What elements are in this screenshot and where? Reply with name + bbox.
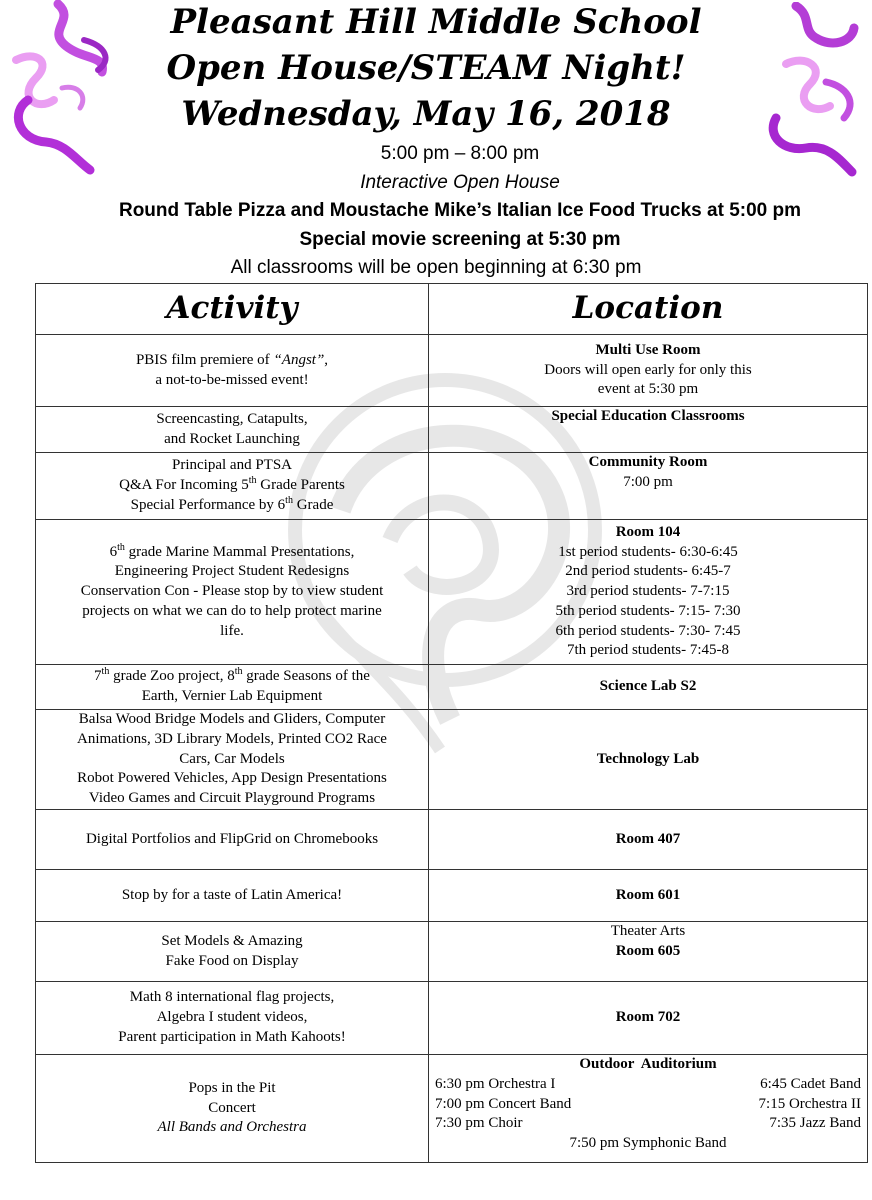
band-schedule-line: 6:30 pm Orchestra I 6:45 Cadet Band (435, 1075, 861, 1092)
table-row (36, 453, 868, 520)
activity-cell: PBIS film premiere of “Angst”, a not-to-be-missed event! (36, 335, 429, 407)
location-cell: Science Lab S2 (429, 665, 868, 710)
band-schedule-line: 7:00 pm Concert Band 7:15 Orchestra II (435, 1095, 861, 1112)
activity-cell: Balsa Wood Bridge Models and Gliders, Computer Animations, 3D Library Models, Printed CO2 Race Cars, Car Models Robot Powered Vehicles, App Design Presentations Video Games and Circuit Playground Programs (36, 710, 429, 810)
event-date: Wednesday, May 16, 2018 (181, 94, 671, 134)
table-row (36, 335, 868, 407)
activity-schedule-table (35, 283, 868, 1163)
activity-cell: 7th grade Zoo project, 8th grade Seasons of the Earth, Vernier Lab Equipment (36, 665, 429, 710)
location-cell: Room 104 1st period students- 6:30-6:45 2nd period students- 6:45-7 3rd period students- 7-7:15 5th period students- 7:15- 7:30 6th period students- 7:30- 7:45 7th period students- 7:45-8 (429, 520, 868, 665)
activity-header: Activity (36, 284, 429, 335)
food-trucks-note: Round Table Pizza and Moustache Mike’s Italian Ice Food Trucks at 5:00 pm (118, 200, 802, 221)
activity-cell: 6th grade Marine Mammal Presentations, Engineering Project Student Redesigns Conservation Con - Please stop by to view student projects on what we can do to help protect marine life. (36, 520, 429, 665)
movie-note: Special movie screening at 5:30 pm (299, 229, 621, 250)
location-cell: Theater Arts Room 605 (429, 922, 868, 982)
location-cell: Community Room 7:00 pm (429, 453, 868, 520)
location-cell: Room 601 (429, 870, 868, 922)
location-cell: Special Education Classrooms (429, 407, 868, 453)
table-row (36, 520, 868, 665)
table-row (36, 710, 868, 810)
table-row (36, 982, 868, 1055)
activity-cell: Stop by for a taste of Latin America! (36, 870, 429, 922)
table-row (36, 1055, 868, 1163)
event-time: 5:00 pm – 8:00 pm (380, 143, 540, 164)
school-name: Pleasant Hill Middle School (170, 2, 702, 42)
location-cell: Outdoor Auditorium 6:30 pm Orchestra I 6:45 Cadet Band 7:00 pm Concert Band 7:15 Orchestra II 7:30 pm Choir 7:35 Jazz Band 7:50 pm Symphonic Band (429, 1055, 868, 1163)
band-schedule-line: 7:30 pm Choir 7:35 Jazz Band (435, 1115, 861, 1132)
activity-cell: Set Models & Amazing Fake Food on Display (36, 922, 429, 982)
location-cell: Room 702 (429, 982, 868, 1055)
location-cell: Multi Use Room Doors will open early for only this event at 5:30 pm (429, 335, 868, 407)
location-cell: Room 407 (429, 810, 868, 870)
activity-cell: Principal and PTSA Q&A For Incoming 5th Grade Parents Special Performance by 6th Grade (36, 453, 429, 520)
table-row (36, 407, 868, 453)
table-row (36, 810, 868, 870)
table-row (36, 870, 868, 922)
location-cell: Technology Lab (429, 710, 868, 810)
table-row (36, 665, 868, 710)
activity-cell: Math 8 international flag projects, Algebra I student videos, Parent participation in Math Kahoots! (36, 982, 429, 1055)
location-header: Location (429, 284, 868, 335)
classrooms-note: All classrooms will be open beginning at 6:30 pm (230, 257, 642, 278)
table-row (36, 922, 868, 982)
event-title: Open House/STEAM Night! (166, 48, 686, 88)
band-schedule-final: 7:50 pm Symphonic Band (569, 1135, 727, 1152)
table-header-row (36, 284, 868, 335)
activity-cell: Screencasting, Catapults, and Rocket Launching (36, 407, 429, 453)
activity-cell: Digital Portfolios and FlipGrid on Chromebooks (36, 810, 429, 870)
event-subtitle: Interactive Open House (360, 172, 560, 193)
activity-cell: Pops in the Pit Concert All Bands and Orchestra (36, 1055, 429, 1163)
